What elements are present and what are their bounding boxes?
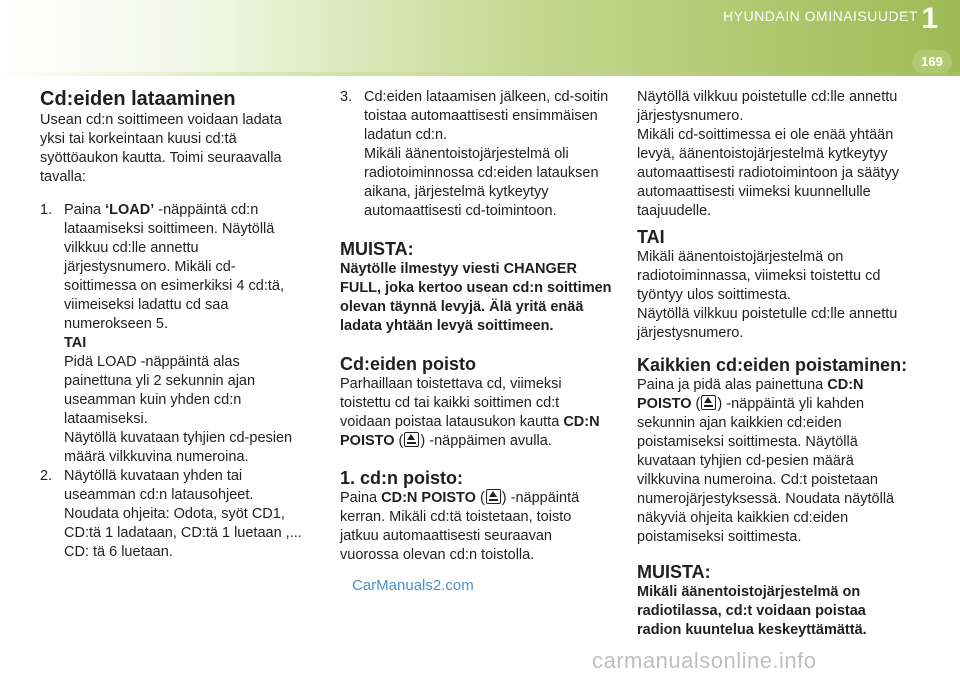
heading-eject: Cd:eiden poisto: [340, 354, 476, 374]
body-text: Näytöllä vilkkuu poistetulle cd:lle annettu järjestysnumero.: [637, 306, 898, 341]
eject-icon: [404, 432, 419, 447]
loading-steps-continued: [340, 88, 612, 221]
note-text: Mikäli äänentoistojärjestelmä on radiotilassa, cd:t voidaan poistaa radion kuuntelua keskeyttämättä.: [637, 584, 867, 638]
list-number: 2.: [40, 468, 53, 484]
alt-text: Pidä LOAD -näppäintä alas painettuna yli 2 sekunnin ajan useamman kuin yhden cd:n lataamiseksi.: [64, 354, 256, 427]
heading-single-eject: 1. cd:n poisto:: [340, 468, 463, 488]
chapter-number: 1: [921, 2, 938, 35]
single-eject-text: Paina CD:N POISTO ( ) -näppäintä kerran. Mikäli cd:tä toistetaan, toisto jatkuu automaattisesti seuraavan vuorossa olevan cd:n toistolla.: [340, 490, 580, 563]
eject-key: CD:N POISTO: [381, 490, 476, 506]
step-text: Näytöllä kuvataan yhden tai useamman cd:n latausohjeet. Noudata ohjeita: Odota, syöt CD1, CD:tä 1 ladataan, CD:tä 1 luetaan ,... CD: tä 6 luetaan.: [64, 468, 302, 560]
watermark-site: carmanualsonline.info: [592, 648, 817, 673]
list-item: [340, 88, 612, 221]
heading-loading: Cd:eiden lataaminen: [40, 88, 236, 110]
tai-label: TAI: [64, 335, 87, 351]
column-1: [40, 88, 308, 562]
eject-text: Parhaillaan toistettava cd, viimeksi toistettu cd tai kaikki soittimen cd:t voidaan poistaa latausukon kautta CD:N POISTO ( ) -näppäimen avulla.: [340, 376, 600, 449]
note-title: MUISTA:: [340, 239, 414, 259]
eject-key: CD:N POISTO: [340, 414, 600, 449]
list-number: 3.: [340, 89, 353, 105]
eject-icon: [701, 395, 716, 410]
list-item: [40, 467, 308, 562]
watermark-link[interactable]: CarManuals2.com: [352, 577, 474, 594]
body-text: Mikäli äänentoistojärjestelmä on radiotoiminnassa, viimeksi toistettu cd työntyy ulos soittimesta.: [637, 249, 881, 303]
alt-text: Näytöllä kuvataan tyhjien cd-pesien määrä vilkkuvina numeroina.: [64, 430, 293, 465]
step-text: Paina ‘LOAD’ -näppäintä cd:n lataamiseksi soittimeen. Näytöllä vilkkuu cd:lle annettu järjestysnumero. Mikäli cd-soittimessa on esimerkiksi 4 cd:tä, viimeiseksi ladattu cd saa numerokseen 5.: [64, 202, 284, 332]
heading-eject-all: Kaikkien cd:eiden poistaminen:: [637, 355, 908, 375]
note-title: MUISTA:: [637, 562, 711, 582]
list-item: [40, 201, 308, 467]
intro-text: Usean cd:n soittimeen voidaan ladata yksi tai korkeintaan kuusi cd:tä syöttöaukon kautta. Toimi seuraavalla tavalla:: [40, 112, 282, 185]
step-text: Cd:eiden lataamisen jälkeen, cd-soitin toistaa automaattisesti ensimmäisen ladatun cd:n.: [364, 89, 609, 143]
step-text: Mikäli äänentoistojärjestelmä oli radiotoiminnossa cd:eiden latauksen aikana, järjestelmä kytkeytyy automaattisesti cd-toimintoon.: [364, 146, 599, 219]
section-title: HYUNDAIN OMINAISUUDET: [723, 8, 918, 24]
body-text: Näytöllä vilkkuu poistetulle cd:lle annettu järjestysnumero.: [637, 89, 898, 124]
loading-steps: [40, 201, 308, 562]
eject-icon: [486, 489, 501, 504]
body-text: Mikäli cd-soittimessa ei ole enää yhtään levyä, äänentoistojärjestelmä kytkeytyy automaattisesti radiotoimintoon ja säätyy automaattisesti viimeksi kuunnellulle taajuudelle.: [637, 127, 899, 219]
eject-all-text: Paina ja pidä alas painettuna CD:N POISTO ( ) -näppäintä yli kahden sekunnin ajan kaikkien cd:eiden poistamiseksi soittimesta. Näytöllä kuvataan tyhjien cd-pesien määrä vilkkuvina numeroina. Cd:t poistetaan numerojärjestyksessä. Noudata näytöllä näkyviä ohjeita kaikkien cd:eiden poistamiseksi soittimesta.: [637, 377, 895, 545]
column-3: [637, 88, 913, 640]
tai-label: TAI: [637, 227, 665, 247]
eject-key: CD:N POISTO: [637, 377, 864, 412]
note-text: Näytölle ilmestyy viesti CHANGER FULL, joka kertoo usean cd:n soittimen olevan täynnä levyjä. Älä yritä enää ladata yhtään levyä soittimeen.: [340, 261, 612, 334]
header-rule: [0, 72, 960, 76]
list-number: 1.: [40, 202, 53, 218]
column-2: [340, 88, 612, 565]
load-key: ‘LOAD’: [105, 202, 155, 218]
page-number: 169: [912, 50, 952, 74]
